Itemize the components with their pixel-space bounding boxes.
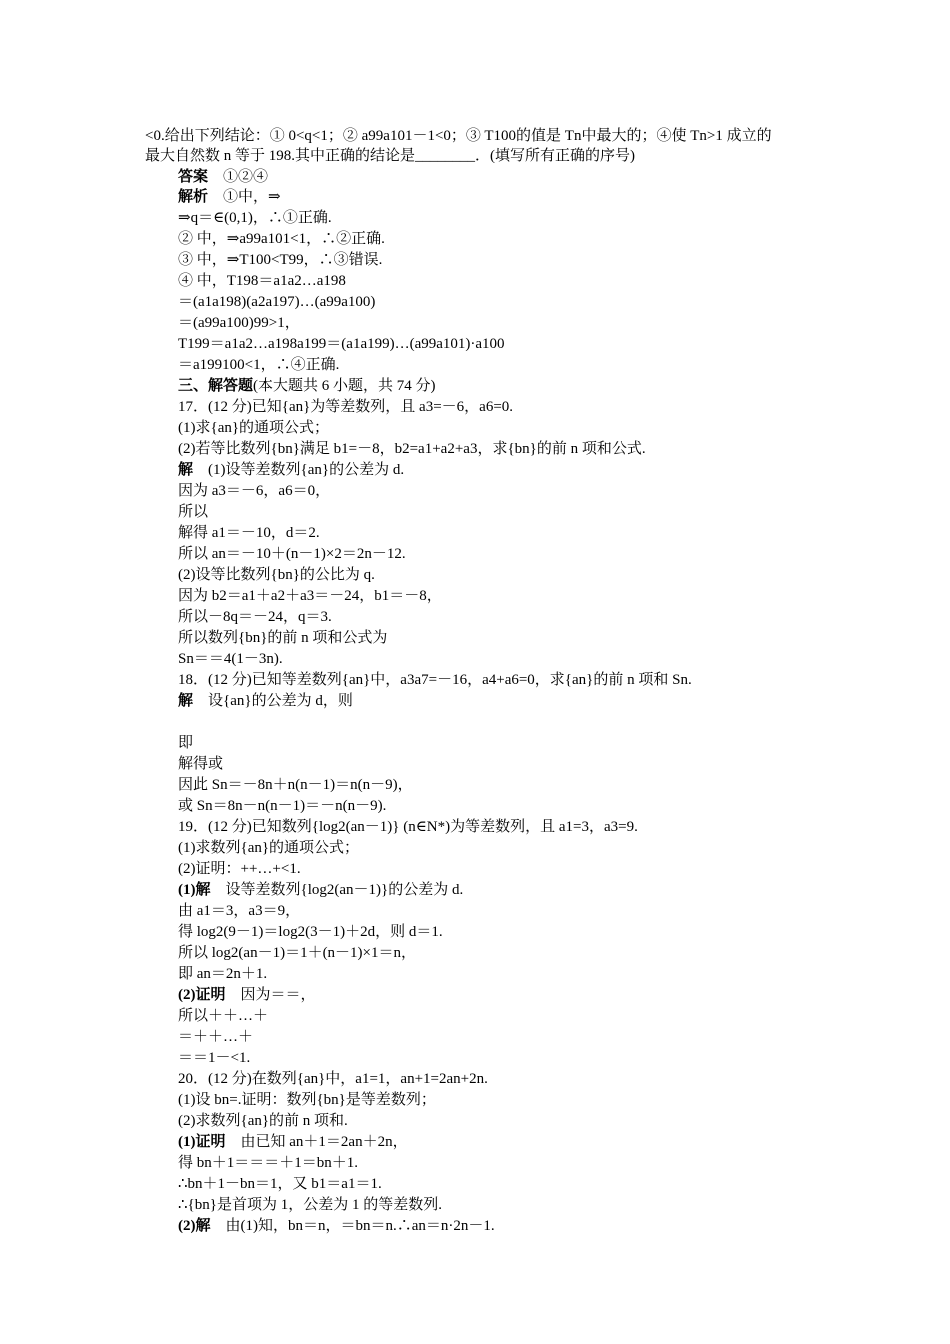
text-line: (2)求数列{an}的前 n 项和. xyxy=(178,1113,348,1129)
text-line: ② 中，⇒a99a101<1，∴②正确. xyxy=(178,231,385,247)
text-line: 最大自然数 n 等于 198.其中正确的结论是________．(填写所有正确的序号) xyxy=(145,148,635,164)
proof-label: (1)证明 xyxy=(178,1134,226,1150)
solution-text: 设{an}的公差为 d，则 xyxy=(208,693,353,709)
text-line: 因为 a3＝－6，a6＝0， xyxy=(178,483,331,499)
text-line: 所以 log2(an－1)＝1＋(n－1)×1＝n， xyxy=(178,945,417,961)
text-line: ∴{bn}是首项为 1，公差为 1 的等差数列. xyxy=(178,1197,442,1213)
answer-line xyxy=(178,167,268,187)
solution-line xyxy=(178,691,353,711)
text-line: T199＝a1a2…a198a199＝(a1a199)…(a99a101)·a100 xyxy=(178,336,505,352)
solution-line xyxy=(178,460,404,480)
text-line: 解得 a1＝－10，d＝2. xyxy=(178,525,320,541)
text-line: (2)若等比数列{bn}满足 b1=－8，b2=a1+a2+a3，求{bn}的前 n 项和公式. xyxy=(178,441,646,457)
text-line: ④ 中，T198＝a1a2…a198 xyxy=(178,273,346,289)
text-line: ＝＝1－<1. xyxy=(178,1050,251,1066)
text-line: 即 xyxy=(178,735,194,751)
answer-label: 答案 xyxy=(178,169,209,185)
proof-text: 由已知 an＋1＝2an＋2n， xyxy=(240,1134,408,1150)
text-line: ⇒q＝∈(0,1)，∴①正确. xyxy=(178,210,332,226)
text-line: 所以数列{bn}的前 n 项和公式为 xyxy=(178,630,388,646)
text-line: 由 a1＝3，a3＝9， xyxy=(178,903,301,919)
proof-line xyxy=(178,1132,408,1152)
proof-label: (2)证明 xyxy=(178,987,226,1003)
text-line: (2)设等比数列{bn}的公比为 q. xyxy=(178,567,375,583)
section-title: 三、解答题 xyxy=(178,378,254,394)
solution-text: (1)设等差数列{an}的公差为 d. xyxy=(208,462,405,478)
text-line: 解得或 xyxy=(178,756,224,772)
solve-label: 解 xyxy=(178,462,194,478)
solve-label: 解 xyxy=(178,693,194,709)
text-line: Sn＝＝4(1－3n). xyxy=(178,651,283,667)
text-line: 因此 Sn＝－8n＋n(n－1)＝n(n－9)， xyxy=(178,777,413,793)
problem-18: 18．(12 分)已知等差数列{an}中，a3a7=－16，a4+a6=0，求{an}的前 n 项和 Sn. xyxy=(178,672,692,688)
text-line: (1)求{an}的通项公式； xyxy=(178,420,330,436)
proof-text: 因为＝＝， xyxy=(240,987,316,1003)
text-line: ∴bn＋1－bn＝1，又 b1＝a1＝1. xyxy=(178,1176,382,1192)
text-line: 得 bn＋1＝＝＝＋1＝bn＋1. xyxy=(178,1155,359,1171)
section-heading xyxy=(178,376,436,396)
solution-text: 由(1)知，bn＝n，＝bn＝n.∴an＝n·2n－1. xyxy=(225,1218,495,1234)
analysis-line xyxy=(178,187,281,207)
text-line: (2)证明：++…+<1. xyxy=(178,861,301,877)
section-note: (本大题共 6 小题，共 74 分) xyxy=(253,378,436,394)
text-line: (1)设 bn=.证明：数列{bn}是等差数列； xyxy=(178,1092,436,1108)
solution-text: 设等差数列{log2(an－1)}的公差为 d. xyxy=(225,882,464,898)
text-line: 所以－8q＝－24，q＝3. xyxy=(178,609,332,625)
text-line: 所以＋＋…＋ xyxy=(178,1008,269,1024)
text-line: ＝(a99a100)99>1， xyxy=(178,315,300,331)
text-line: ＝＋＋…＋ xyxy=(178,1029,254,1045)
text-line: 即 an＝2n＋1. xyxy=(178,966,268,982)
solve-label: (2)解 xyxy=(178,1218,211,1234)
text-line: 得 log2(9－1)＝log2(3－1)＋2d，则 d＝1. xyxy=(178,924,443,940)
text-line: 或 Sn＝8n－n(n－1)＝－n(n－9). xyxy=(178,798,387,814)
solve-label: (1)解 xyxy=(178,882,211,898)
text-line: <0.给出下列结论：① 0<q<1；② a99a101－1<0；③ T100的值是 Tn中最大的；④使 Tn>1 成立的 xyxy=(145,128,772,144)
text-line: ＝a199100<1，∴④正确. xyxy=(178,357,340,373)
text-line: ＝(a1a198)(a2a197)…(a99a100) xyxy=(178,294,376,310)
text-line: 所以 an＝－10＋(n－1)×2＝2n－12. xyxy=(178,546,406,562)
text-line: (1)求数列{an}的通项公式； xyxy=(178,840,360,856)
proof-line xyxy=(178,985,316,1005)
solution-line xyxy=(178,1216,495,1236)
solution-line xyxy=(178,880,463,900)
text-line: 因为 b2＝a1＋a2＋a3＝－24，b1＝－8， xyxy=(178,588,442,604)
problem-19: 19．(12 分)已知数列{log2(an－1)} (n∈N*)为等差数列，且 a1=3，a3=9. xyxy=(178,819,638,835)
answer-value: ①②④ xyxy=(223,169,269,185)
text-line: ③ 中，⇒T100<T99，∴③错误. xyxy=(178,252,383,268)
analysis-text: ①中，⇒ xyxy=(223,189,281,205)
analysis-label: 解析 xyxy=(178,189,209,205)
text-line: 所以 xyxy=(178,504,209,520)
problem-20: 20．(12 分)在数列{an}中，a1=1，an+1=2an+2n. xyxy=(178,1071,488,1087)
problem-17: 17．(12 分)已知{an}为等差数列，且 a3=－6，a6=0. xyxy=(178,399,514,415)
